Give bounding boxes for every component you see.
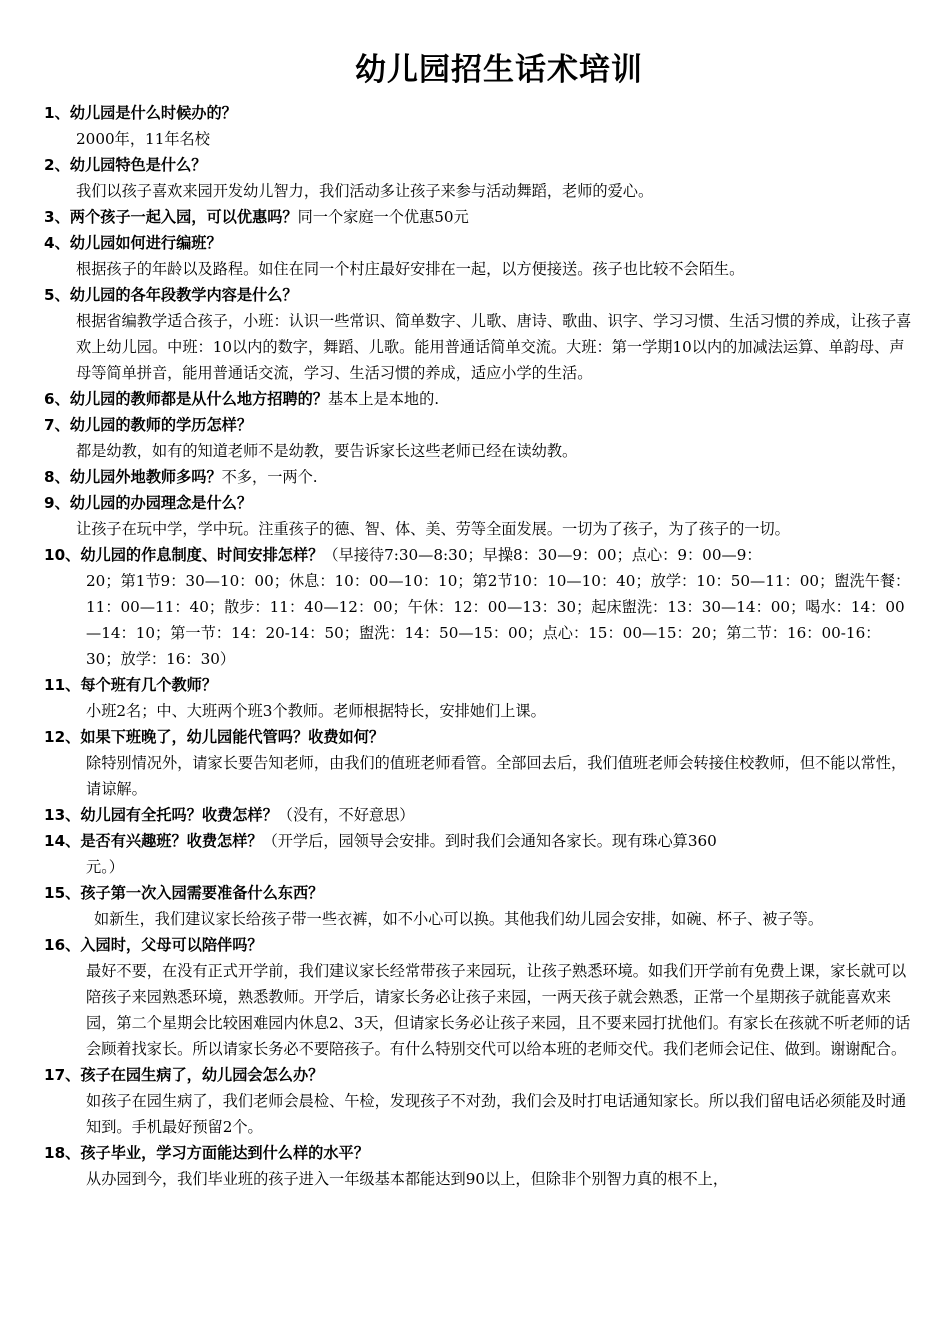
answer: 从办园到今，我们毕业班的孩子进入一年级基本都能达到90以上，但除非个别智力真的根不上， — [86, 1170, 729, 1188]
answer: 都是幼教，如有的知道老师不是幼教，要告诉家长这些老师已经在读幼教。 — [76, 442, 578, 460]
qa-item-16 — [44, 932, 914, 1062]
question: 13、幼儿园有全托吗？收费怎样？ — [44, 806, 278, 824]
answer: 根据省编教学适合孩子，小班：认识一些常识、简单数字、儿歌、唐诗、歌曲、识字、学习习惯、生活习惯的养成，让孩子喜欢上幼儿园。中班：10以内的数字，舞蹈、儿歌。能用普通话简单交流。大班：第一学期10以内的加减法运算、单韵母、声母等简单拼音，能用普通话交流，学习、生活习惯的养成，适应小学的生活。 — [76, 312, 912, 382]
answer-continued: 元。） — [86, 858, 124, 876]
question: 6、幼儿园的教师都是从什么地方招聘的？ — [44, 390, 328, 408]
answer: 最好不要，在没有正式开学前，我们建议家长经常带孩子来园玩，让孩子熟悉环境。如我们开学前有免费上课，家长就可以陪孩子来园熟悉环境，熟悉教师。开学后，请家长务必让孩子来园，一两天孩子就会熟悉，正常一个星期孩子就能喜欢来园，第二个星期会比较困难园内休息2、3天，但请家长务必让孩子来园，且不要来园打扰他们。有家长在孩就不听老师的话会顾着找家长。所以请家长务必不要陪孩子。有什么特别交代可以给本班的老师交代。我们老师会记住、做到。谢谢配合。 — [86, 962, 911, 1058]
question: 4、幼儿园如何进行编班？ — [44, 234, 222, 252]
question: 15、孩子第一次入园需要准备什么东西？ — [44, 884, 324, 902]
answer: 不多，一两个. — [221, 468, 318, 486]
answer: 基本上是本地的. — [327, 390, 440, 408]
qa-item-1 — [44, 100, 914, 152]
question: 9、幼儿园的办园理念是什么？ — [44, 494, 253, 512]
qa-item-4 — [44, 230, 914, 282]
question: 7、幼儿园的教师的学历怎样？ — [44, 416, 253, 434]
question-with-answer — [44, 386, 914, 412]
question: 11、每个班有几个教师？ — [44, 676, 218, 694]
qa-item-12 — [44, 724, 914, 802]
question: 16、入园时，父母可以陪伴吗？ — [44, 936, 263, 954]
qa-item-6 — [44, 386, 914, 412]
qa-item-7 — [44, 412, 914, 464]
question: 3、两个孩子一起入园，可以优惠吗？ — [44, 208, 298, 226]
answer: 如新生，我们建议家长给孩子带一些衣裤，如不小心可以换。其他我们幼儿园会安排，如碗、杯子、被子等。 — [94, 910, 823, 928]
qa-item-11 — [44, 672, 914, 724]
qa-item-13 — [44, 802, 914, 828]
answer: 除特别情况外，请家长要告知老师，由我们的值班老师看管。全部回去后，我们值班老师会转接住校教师，但不能以常性，请谅解。 — [86, 754, 907, 798]
qa-item-3 — [44, 204, 914, 230]
answer: 我们以孩子喜欢来园开发幼儿智力，我们活动多让孩子来参与活动舞蹈，老师的爱心。 — [76, 182, 654, 200]
answer: 根据孩子的年龄以及路程。如住在同一个村庄最好安排在一起，以方便接送。孩子也比较不会陌生。 — [76, 260, 745, 278]
question-with-answer — [44, 464, 914, 490]
qa-item-14 — [44, 828, 914, 880]
question-with-answer — [44, 802, 914, 828]
qa-item-9 — [44, 490, 914, 542]
document-page — [44, 50, 914, 1192]
document-title: 幼儿园招生话术培训 — [355, 52, 643, 88]
question: 8、幼儿园外地教师多吗？ — [44, 468, 222, 486]
question-with-answer — [44, 204, 914, 230]
answer: 小班2名；中、大班两个班3个教师。老师根据特长，安排她们上课。 — [86, 702, 546, 720]
answer: 让孩子在玩中学，学中玩。注重孩子的德、智、体、美、劳等全面发展。一切为了孩子，为了孩子的一切。 — [76, 520, 790, 538]
qa-item-17 — [44, 1062, 914, 1140]
question: 1、幼儿园是什么时候办的？ — [44, 104, 237, 122]
qa-item-8 — [44, 464, 914, 490]
question-with-answer — [44, 828, 914, 854]
answer: 同一个家庭一个优惠50元 — [297, 208, 469, 226]
answer: 2000年，11年名校 — [76, 130, 210, 148]
question-with-answer — [44, 542, 914, 568]
qa-item-2 — [44, 152, 914, 204]
qa-item-10 — [44, 542, 914, 672]
question: 14、是否有兴趣班？收费怎样？ — [44, 832, 263, 850]
question: 17、孩子在园生病了，幼儿园会怎么办？ — [44, 1066, 324, 1084]
question: 18、孩子毕业，学习方面能达到什么样的水平？ — [44, 1144, 369, 1162]
answer: 如孩子在园生病了，我们老师会晨检、午检，发现孩子不对劲，我们会及时打电话通知家长。所以我们留电话必须能及时通知到。手机最好预留2个。 — [86, 1092, 907, 1136]
qa-item-15 — [44, 880, 914, 932]
answer: （没有，不好意思） — [277, 806, 415, 824]
qa-item-5 — [44, 282, 914, 386]
answer: （开学后，园领导会安排。到时我们会通知各家长。现有珠心算360 — [262, 832, 717, 850]
question: 2、幼儿园特色是什么？ — [44, 156, 207, 174]
question: 10、幼儿园的作息制度、时间安排怎样？ — [44, 546, 324, 564]
qa-item-18 — [44, 1140, 914, 1192]
answer-continued: 20；第1节9：30—10：00；休息：10：00—10：10；第2节10：10—10：40；放学：10：50—11：00；盥洗午餐：11：00—11：40；散步：11：40—12：00；午休：12：00—13：30；起床盥洗：13：30—14：00；喝水：14：00—14：10；第一节：14：20-14：50；盥洗：14：50—15：00；点心：15：00—15：20；第二节：16：00-16：30；放学：16：30） — [86, 572, 911, 668]
question: 12、如果下班晚了，幼儿园能代管吗？收费如何？ — [44, 728, 385, 746]
answer: （早接待7:30—8:30；早操8：30—9：00；点心：9：00—9： — [323, 546, 762, 564]
question: 5、幼儿园的各年段教学内容是什么？ — [44, 286, 298, 304]
